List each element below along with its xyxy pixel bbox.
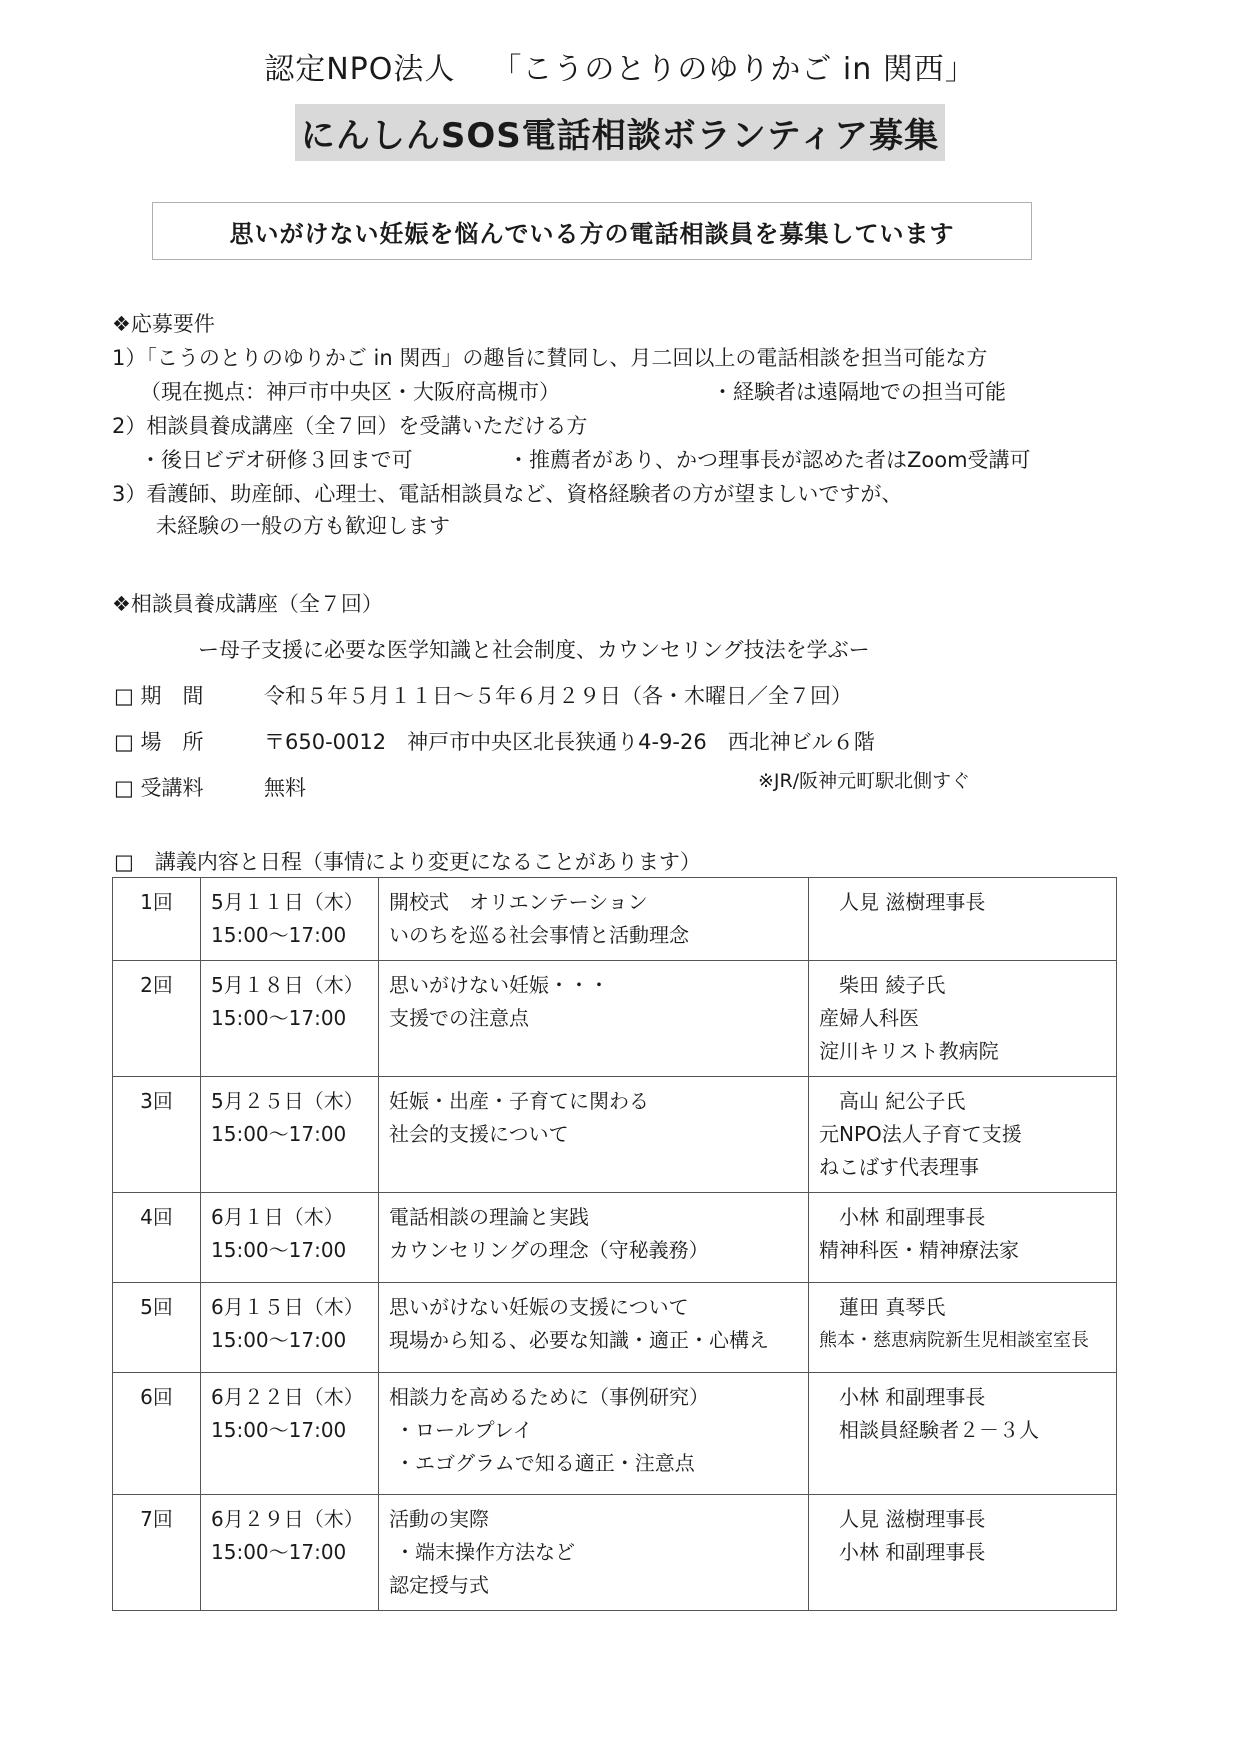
fee-value: 無料 — [264, 776, 306, 800]
schedule-heading: □ 講義内容と日程（事情により変更になることがあります） — [114, 850, 701, 874]
lecturer-line: 人見 滋樹理事長 — [839, 890, 986, 914]
session-lecturer — [809, 1077, 1117, 1193]
place-value: 〒650-0012 神戸市中央区北長狭通り4-9-26 西北神ビル６階 — [264, 730, 875, 754]
requirement-line: ・推薦者があり、かつ理事長が認めた者はZoom受講可 — [508, 448, 1031, 472]
requirement-line: 2）相談員養成講座（全７回）を受講いただける方 — [112, 414, 588, 438]
content-line: 思いがけない妊娠・・・ — [389, 973, 609, 997]
lecturer-line: 小林 和副理事長 — [839, 1205, 986, 1229]
table-row — [113, 1283, 1117, 1373]
session-content — [379, 961, 809, 1077]
requirement-line: （現在拠点：神戸市中央区・大阪府高槻市） — [140, 380, 560, 404]
content-line: 思いがけない妊娠の支援について — [389, 1295, 689, 1319]
fee-label: □ 受講料 — [114, 776, 204, 800]
place-label: □ 場 所 — [114, 730, 204, 754]
session-number: 5回 — [113, 1283, 201, 1373]
session-number: 3回 — [113, 1077, 201, 1193]
session-date: 6月１５日（木） — [211, 1295, 364, 1319]
session-datetime — [201, 1495, 379, 1611]
lecturer-line: 元NPO法人子育て支援 — [819, 1122, 1022, 1146]
session-date: 5月１１日（木） — [211, 890, 364, 914]
requirement-line: ・後日ビデオ研修３回まで可 — [140, 448, 413, 472]
session-time: 15:00～17:00 — [211, 923, 347, 947]
session-time: 15:00～17:00 — [211, 1418, 347, 1442]
session-datetime — [201, 1193, 379, 1283]
session-date: 6月１日（木） — [211, 1205, 344, 1229]
org-name: 「こうのとりのゆりかご in 関西」 — [491, 52, 976, 87]
session-lecturer — [809, 1193, 1117, 1283]
session-time: 15:00～17:00 — [211, 1122, 347, 1146]
content-line: 電話相談の理論と実践 — [389, 1205, 589, 1229]
session-time: 15:00～17:00 — [211, 1238, 347, 1262]
table-row — [113, 1193, 1117, 1283]
session-lecturer — [809, 1373, 1117, 1495]
content-line: ・エゴグラムで知る適正・注意点 — [395, 1451, 695, 1475]
session-number: 6回 — [113, 1373, 201, 1495]
session-datetime — [201, 1373, 379, 1495]
lecturer-line: 産婦人科医 — [819, 1006, 919, 1030]
session-lecturer — [809, 1283, 1117, 1373]
content-line: 妊娠・出産・子育てに関わる — [389, 1089, 649, 1113]
content-line: 活動の実際 — [389, 1507, 489, 1531]
period-value: 令和５年５月１１日～５年６月２９日（各・木曜日／全７回） — [264, 684, 852, 708]
requirements-heading: ❖応募要件 — [112, 312, 215, 336]
requirement-line: 未経験の一般の方も歓迎します — [156, 514, 450, 538]
lecturer-line: 高山 紀公子氏 — [839, 1089, 966, 1113]
session-content — [379, 1373, 809, 1495]
content-line: 相談力を高めるために（事例研究） — [389, 1385, 709, 1409]
lecturer-line: 人見 滋樹理事長 — [839, 1507, 986, 1531]
lecturer-line: 相談員経験者２－３人 — [839, 1418, 1039, 1442]
session-content — [379, 1077, 809, 1193]
lecturer-line: 淀川キリスト教病院 — [819, 1039, 999, 1063]
content-line: 社会的支援について — [389, 1122, 569, 1146]
table-row — [113, 1077, 1117, 1193]
session-content — [379, 1283, 809, 1373]
requirement-line: 3）看護師、助産師、心理士、電話相談員など、資格経験者の方が望ましいですが、 — [112, 482, 903, 506]
session-number: 4回 — [113, 1193, 201, 1283]
lecturer-line: 小林 和副理事長 — [839, 1385, 986, 1409]
session-time: 15:00～17:00 — [211, 1540, 347, 1564]
title-wrap — [0, 104, 1240, 161]
content-line: 認定授与式 — [389, 1573, 489, 1597]
org-header — [0, 44, 1240, 88]
lecturer-line: 蓮田 真琴氏 — [839, 1295, 946, 1319]
session-time: 15:00～17:00 — [211, 1328, 347, 1352]
lecturer-line: 熊本・慈恵病院新生児相談室室長 — [819, 1330, 1089, 1351]
tagline-box — [152, 202, 1032, 260]
session-date: 6月２２日（木） — [211, 1385, 364, 1409]
table-row — [113, 961, 1117, 1077]
table-row — [113, 878, 1117, 961]
lecturer-line: 精神科医・精神療法家 — [819, 1238, 1019, 1262]
lecturer-line: 小林 和副理事長 — [839, 1540, 986, 1564]
requirement-line: ・経験者は遠隔地での担当可能 — [712, 380, 1006, 404]
content-line: 開校式 オリエンテーション — [389, 890, 648, 914]
session-time: 15:00～17:00 — [211, 1006, 347, 1030]
course-subtitle: ー母子支援に必要な医学知識と社会制度、カウンセリング技法を学ぶー — [198, 638, 870, 662]
content-line: ・ロールプレイ — [395, 1418, 533, 1442]
org-prefix: 認定NPO法人 — [264, 52, 456, 87]
table-row — [113, 1373, 1117, 1495]
session-date: 5月１８日（木） — [211, 973, 364, 997]
table-row — [113, 1495, 1117, 1611]
session-number: 1回 — [113, 878, 201, 961]
session-date: 5月２５日（木） — [211, 1089, 364, 1113]
content-line: 現場から知る、必要な知識・適正・心構え — [389, 1328, 769, 1352]
period-label: □ 期 間 — [114, 684, 204, 708]
session-date: 6月２９日（木） — [211, 1507, 364, 1531]
session-number: 2回 — [113, 961, 201, 1077]
session-datetime — [201, 961, 379, 1077]
content-line: カウンセリングの理念（守秘義務） — [389, 1238, 709, 1262]
page-title: にんしんSOS電話相談ボランティア募集 — [295, 104, 945, 161]
session-content — [379, 878, 809, 961]
session-lecturer — [809, 961, 1117, 1077]
lecturer-line: ねこばす代表理事 — [819, 1155, 979, 1179]
content-line: 支援での注意点 — [389, 1006, 529, 1030]
requirement-line: 1）「こうのとりのゆりかご in 関西」の趣旨に賛同し、月二回以上の電話相談を担当可能な方 — [112, 346, 988, 370]
course-heading: ❖相談員養成講座（全７回） — [112, 592, 383, 616]
session-number: 7回 — [113, 1495, 201, 1611]
content-line: いのちを巡る社会事情と活動理念 — [389, 923, 689, 947]
session-datetime — [201, 1077, 379, 1193]
access-note: ※JR/阪神元町駅北側すぐ — [758, 770, 971, 792]
session-lecturer — [809, 878, 1117, 961]
session-content — [379, 1495, 809, 1611]
session-datetime — [201, 1283, 379, 1373]
session-datetime — [201, 878, 379, 961]
schedule-table — [112, 877, 1117, 1611]
lecturer-line: 柴田 綾子氏 — [839, 973, 946, 997]
session-content — [379, 1193, 809, 1283]
session-lecturer — [809, 1495, 1117, 1611]
tagline: 思いがけない妊娠を悩んでいる方の電話相談員を募集しています — [229, 219, 955, 248]
content-line: ・端末操作方法など — [395, 1540, 575, 1564]
